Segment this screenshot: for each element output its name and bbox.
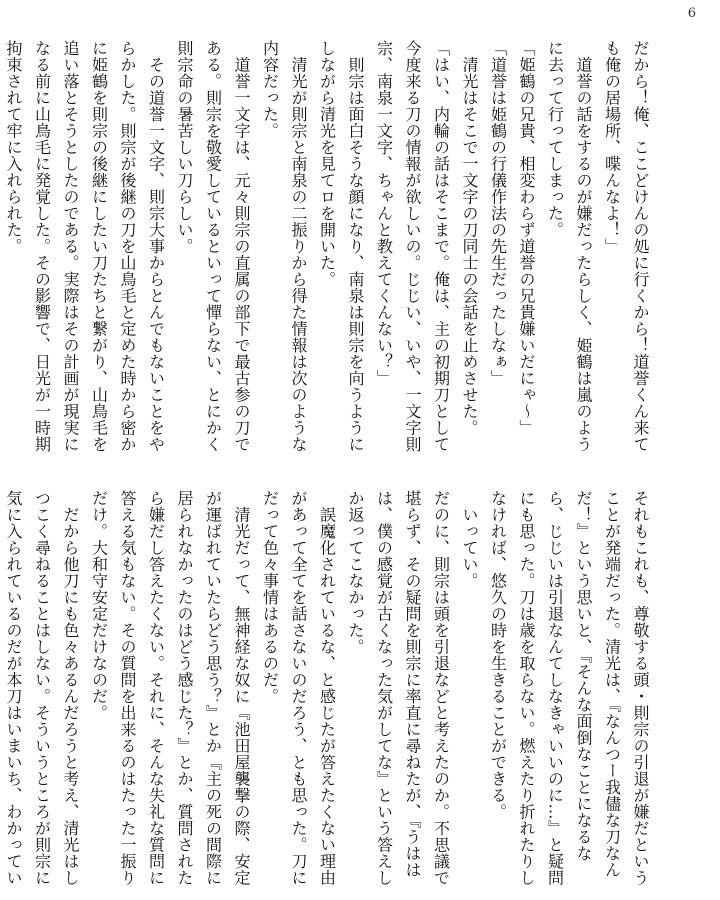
paragraph: いってい。 (460, 490, 479, 589)
paragraph: その道誉一文字、則宗大事からとんでもないことをやらかした。則宗が後継の刀を山鳥毛と定めた時から密かに姫鶴を則宗の後継にしたい刀たちと繋がり、山鳥毛を追い落とそうとしたのである。実際はその計画が現実になる前に山鳥毛に発覚した。その影響で、日光が一時期拘束されて牢に入れられた。 (4, 40, 166, 453)
lower-text-block (4, 490, 654, 888)
paragraph: だのに、則宗は頭を引退などと考えたのか。不思議で堪らず、その疑問を則宗に率直に尋ねたが、『うははは、僕の感覚が古くなった気がしてな』という答えしか返ってこなかった。 (346, 490, 451, 886)
paragraph: 「道誉は姫鶴の行儀作法の先生だったしなぁ」 (488, 40, 508, 387)
paragraph: 清光が則宗と南泉の二振りから得た情報は次のような内容だった。 (260, 40, 308, 453)
paragraph: 誤魔化されているな、と感じたが答えたくない理由があって全てを話さないのだろう、とも思った。刀にだって色々事情はあるのだ。 (260, 490, 337, 886)
paragraph: それもこれも、尊敬する頭・則宗の引退が嫌だということが発端だった。清光は、『なんつー我儘な刀なんだ！』という思いと、『そんな面倒なことになるなら、じじいは引退なんてしなきゃいいのに…』と疑問にも思った。刀は歳を取らない。燃えたり折れたりしなければ、悠久の時を生きることができる。 (488, 490, 650, 886)
paragraph: 道誉の話をするのが嫌だったらしく、姫鶴は嵐のように去って行ってしまった。 (545, 40, 593, 453)
paragraph: 「はい、内輪の話はそこまで。俺は、主の初期刀として今度来る刀の情報が欲しいの。じじい、いや、一文字則宗、南泉一文字、ちゃんと教えてくんない？」 (374, 40, 451, 453)
paragraph: 道誉一文字は、元々則宗の直属の部下で最古参の刀である。則宗を敬愛しているといって憚らない、とにかく則宗命の暑苦しい刀らしい。 (175, 40, 251, 453)
paragraph: 清光だって、無神経な奴に『池田屋襲撃の際、安定が運ばれていたらどう思う？』とか『主の死の間際に居られなかったのはどう感じた？』とか、質問されたら嫌だし答えたくない。それに、そんな失礼な質問に答える気もない。その質問を出来るのはたった一振りだけ。大和守安定だけなのだ。 (89, 490, 251, 886)
upper-text-block (4, 40, 654, 458)
page-number: 6 (687, 6, 696, 21)
paragraph: だから！俺、ここどけんの処に行くから！道誉くん来ても俺の居場所、喋んなよ！」 (602, 40, 650, 453)
paragraph: だから他刀にも色々あるんだろうと考え、清光はしつこく尋ねることはしない。そういうところが則宗に気に入られているのだが本刀はいまいち、わかってい (4, 490, 80, 886)
paragraph: 則宗は面白そうな顔になり、南泉は則宗を向うようにしながら清光を見てロを開いた。 (317, 40, 365, 453)
paragraph: 「姫鶴の兄貴、相変わらず道誉の兄貴嫌いだにゃ〜」 (517, 40, 536, 436)
paragraph: 清光はそこで一文字の刀同士の会話を止めさせた。 (460, 40, 479, 436)
